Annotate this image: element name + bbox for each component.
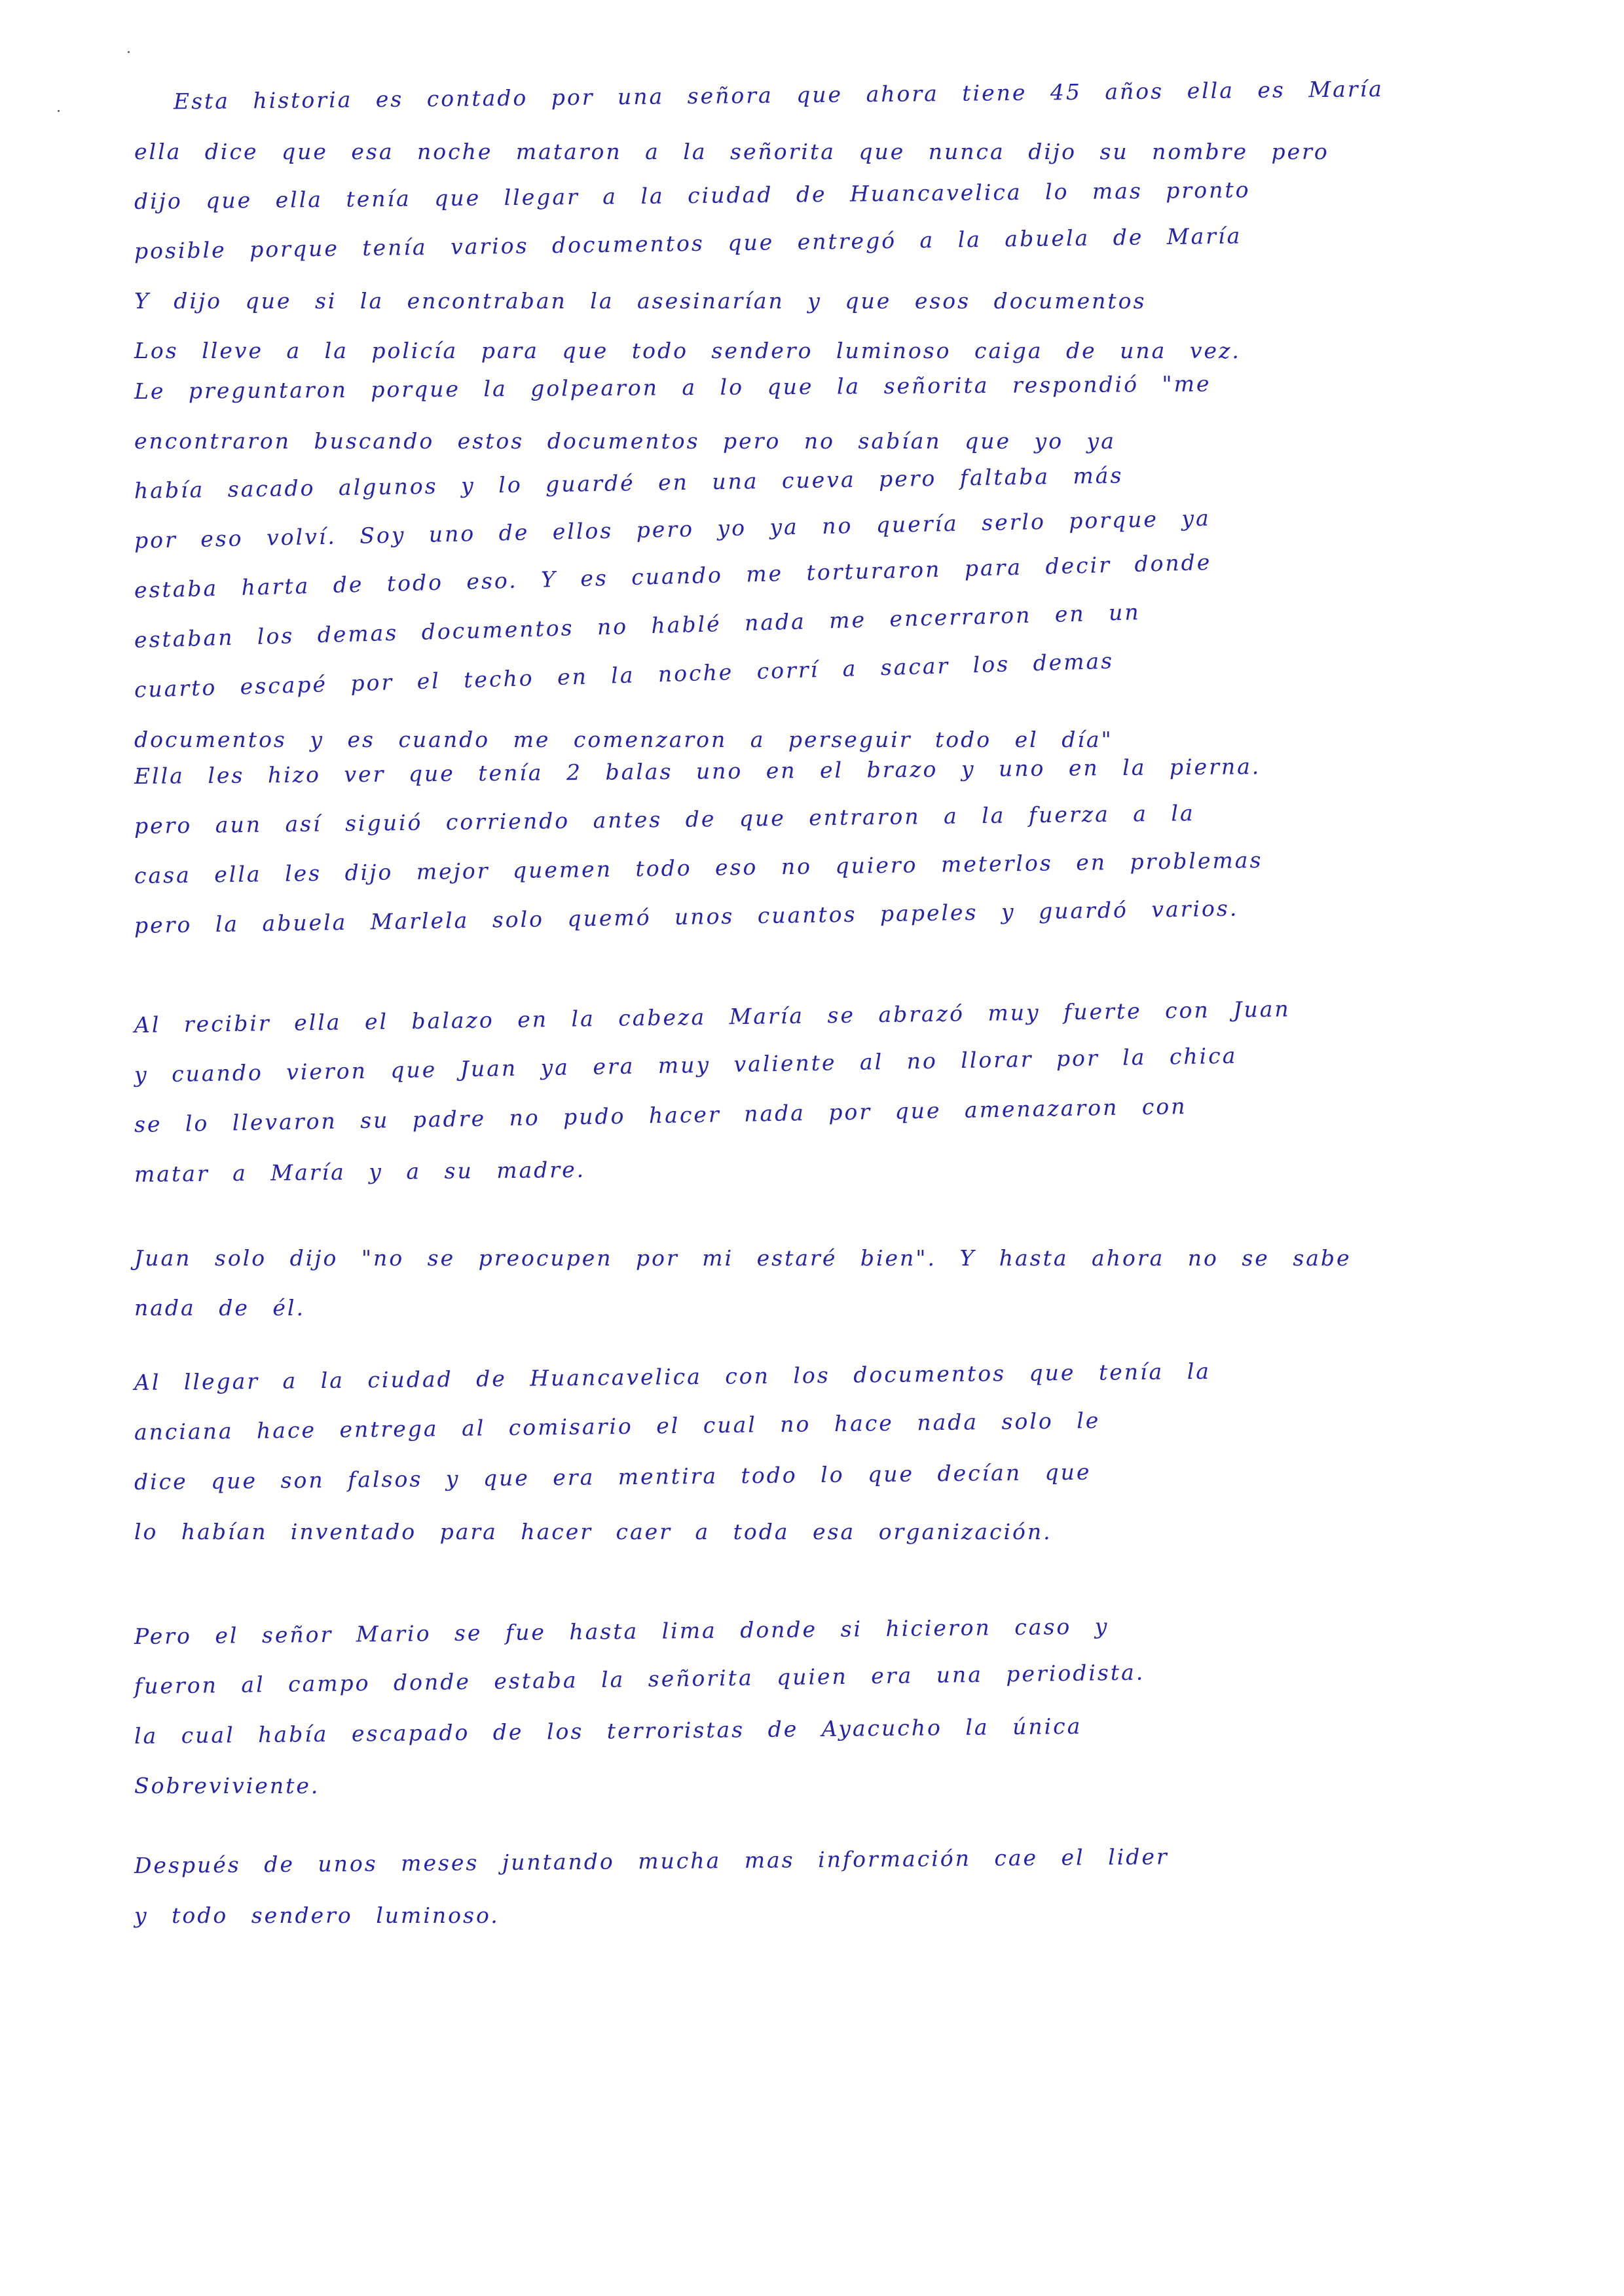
paragraph-8 [134,1841,1398,1941]
text-line: ella dice que esa noche mataron a la señorita que nunca dijo su nombre pero [134,139,1329,164]
text-line: nada de él. [134,1295,305,1321]
text-line: Al llegar a la ciudad de Huancavelica con los documentos que tenía la [134,1358,1211,1395]
text-line: cuarto escapé por el techo en la noche corrí a sacar los demas [134,647,1115,702]
text-line: Pero el señor Mario se fue hasta lima donde si hicieron caso y [134,1613,1109,1649]
text-line: estaba harta de todo eso. Y es cuando me torturaron para decir donde [134,549,1212,603]
text-line: posible porque tenía varios documentos que entregó a la abuela de María [134,223,1242,264]
text-line: Los lleve a la policía para que todo sendero luminoso caiga de una vez. [134,338,1241,363]
text-line: Y dijo que si la encontraban la asesinarían y que esos documentos [134,288,1147,314]
text-line: Juan solo dijo "no se preocupen por mi estaré bien". Y hasta ahora no se sabe [134,1245,1352,1271]
text-line: casa ella les dijo mejor quemen todo eso no quiero meterlos en problemas [134,847,1263,888]
text-line: dice que son falsos y que era mentira todo lo que decían que [134,1459,1092,1495]
text-line: dijo que ella tenía que llegar a la ciudad de Huancavelica lo mas pronto [134,177,1251,214]
text-line: y todo sendero luminoso. [134,1903,500,1928]
paragraph-4 [134,996,1398,1199]
paragraph-7 [134,1612,1398,1811]
paragraph-1 [134,77,1398,376]
text-line: Al recibir ella el balazo en la cabeza María se abrazó muy fuerte con Juan [134,996,1291,1038]
text-line: encontraron buscando estos documentos pero no sabían que yo ya [134,428,1116,454]
text-line: la cual había escapado de los terroristas de Ayacucho la única [134,1713,1082,1749]
paragraph-2 [134,367,1398,765]
text-line: por eso volví. Soy uno de ellos pero yo ya no quería serlo porque ya [134,505,1211,553]
text-line: Después de unos meses juntando mucha mas información cae el lider [134,1844,1169,1878]
text-line: documentos y es cuando me comenzaron a perseguir todo el día" [134,727,1113,752]
text-line: había sacado algunos y lo guardé en una cueva pero faltaba más [134,462,1124,503]
text-line: matar a María y a su madre. [134,1156,586,1187]
text-line: pero aun así siguió corriendo antes de que entraron a la fuerza a la [134,800,1195,839]
text-line: Le preguntaron porque la golpearon a lo que la señorita respondió "me [134,371,1211,404]
text-line: y cuando vieron que Juan ya era muy valiente al no llorar por la chica [134,1042,1238,1087]
paragraph-5 [134,1233,1398,1333]
text-line: Esta historia es contado por una señora que ahora tiene 45 años ella es María [173,76,1384,115]
text-line: anciana hace entrega al comisario el cual no hace nada solo le [134,1407,1101,1445]
text-line: lo habían inventado para hacer caer a toda esa organización. [134,1519,1052,1544]
text-line: Ella les hizo ver que tenía 2 balas uno en el brazo y uno en la pierna. [134,753,1261,789]
paragraph-6 [134,1358,1398,1557]
text-line: se lo llevaron su padre no pudo hacer nada por que amenazaron con [134,1093,1187,1137]
paragraph-3 [134,752,1398,951]
text-line: fueron al campo donde estaba la señorita quien era una periodista. [134,1659,1145,1699]
ink-speck [58,110,60,112]
text-line: pero la abuela Marlela solo quemó unos cuantos papeles y guardó varios. [134,895,1239,938]
ink-speck [128,51,130,53]
text-line: estaban los demas documentos no hablé nada me encerraron en un [134,599,1141,653]
text-line: Sobreviviente. [134,1773,320,1798]
